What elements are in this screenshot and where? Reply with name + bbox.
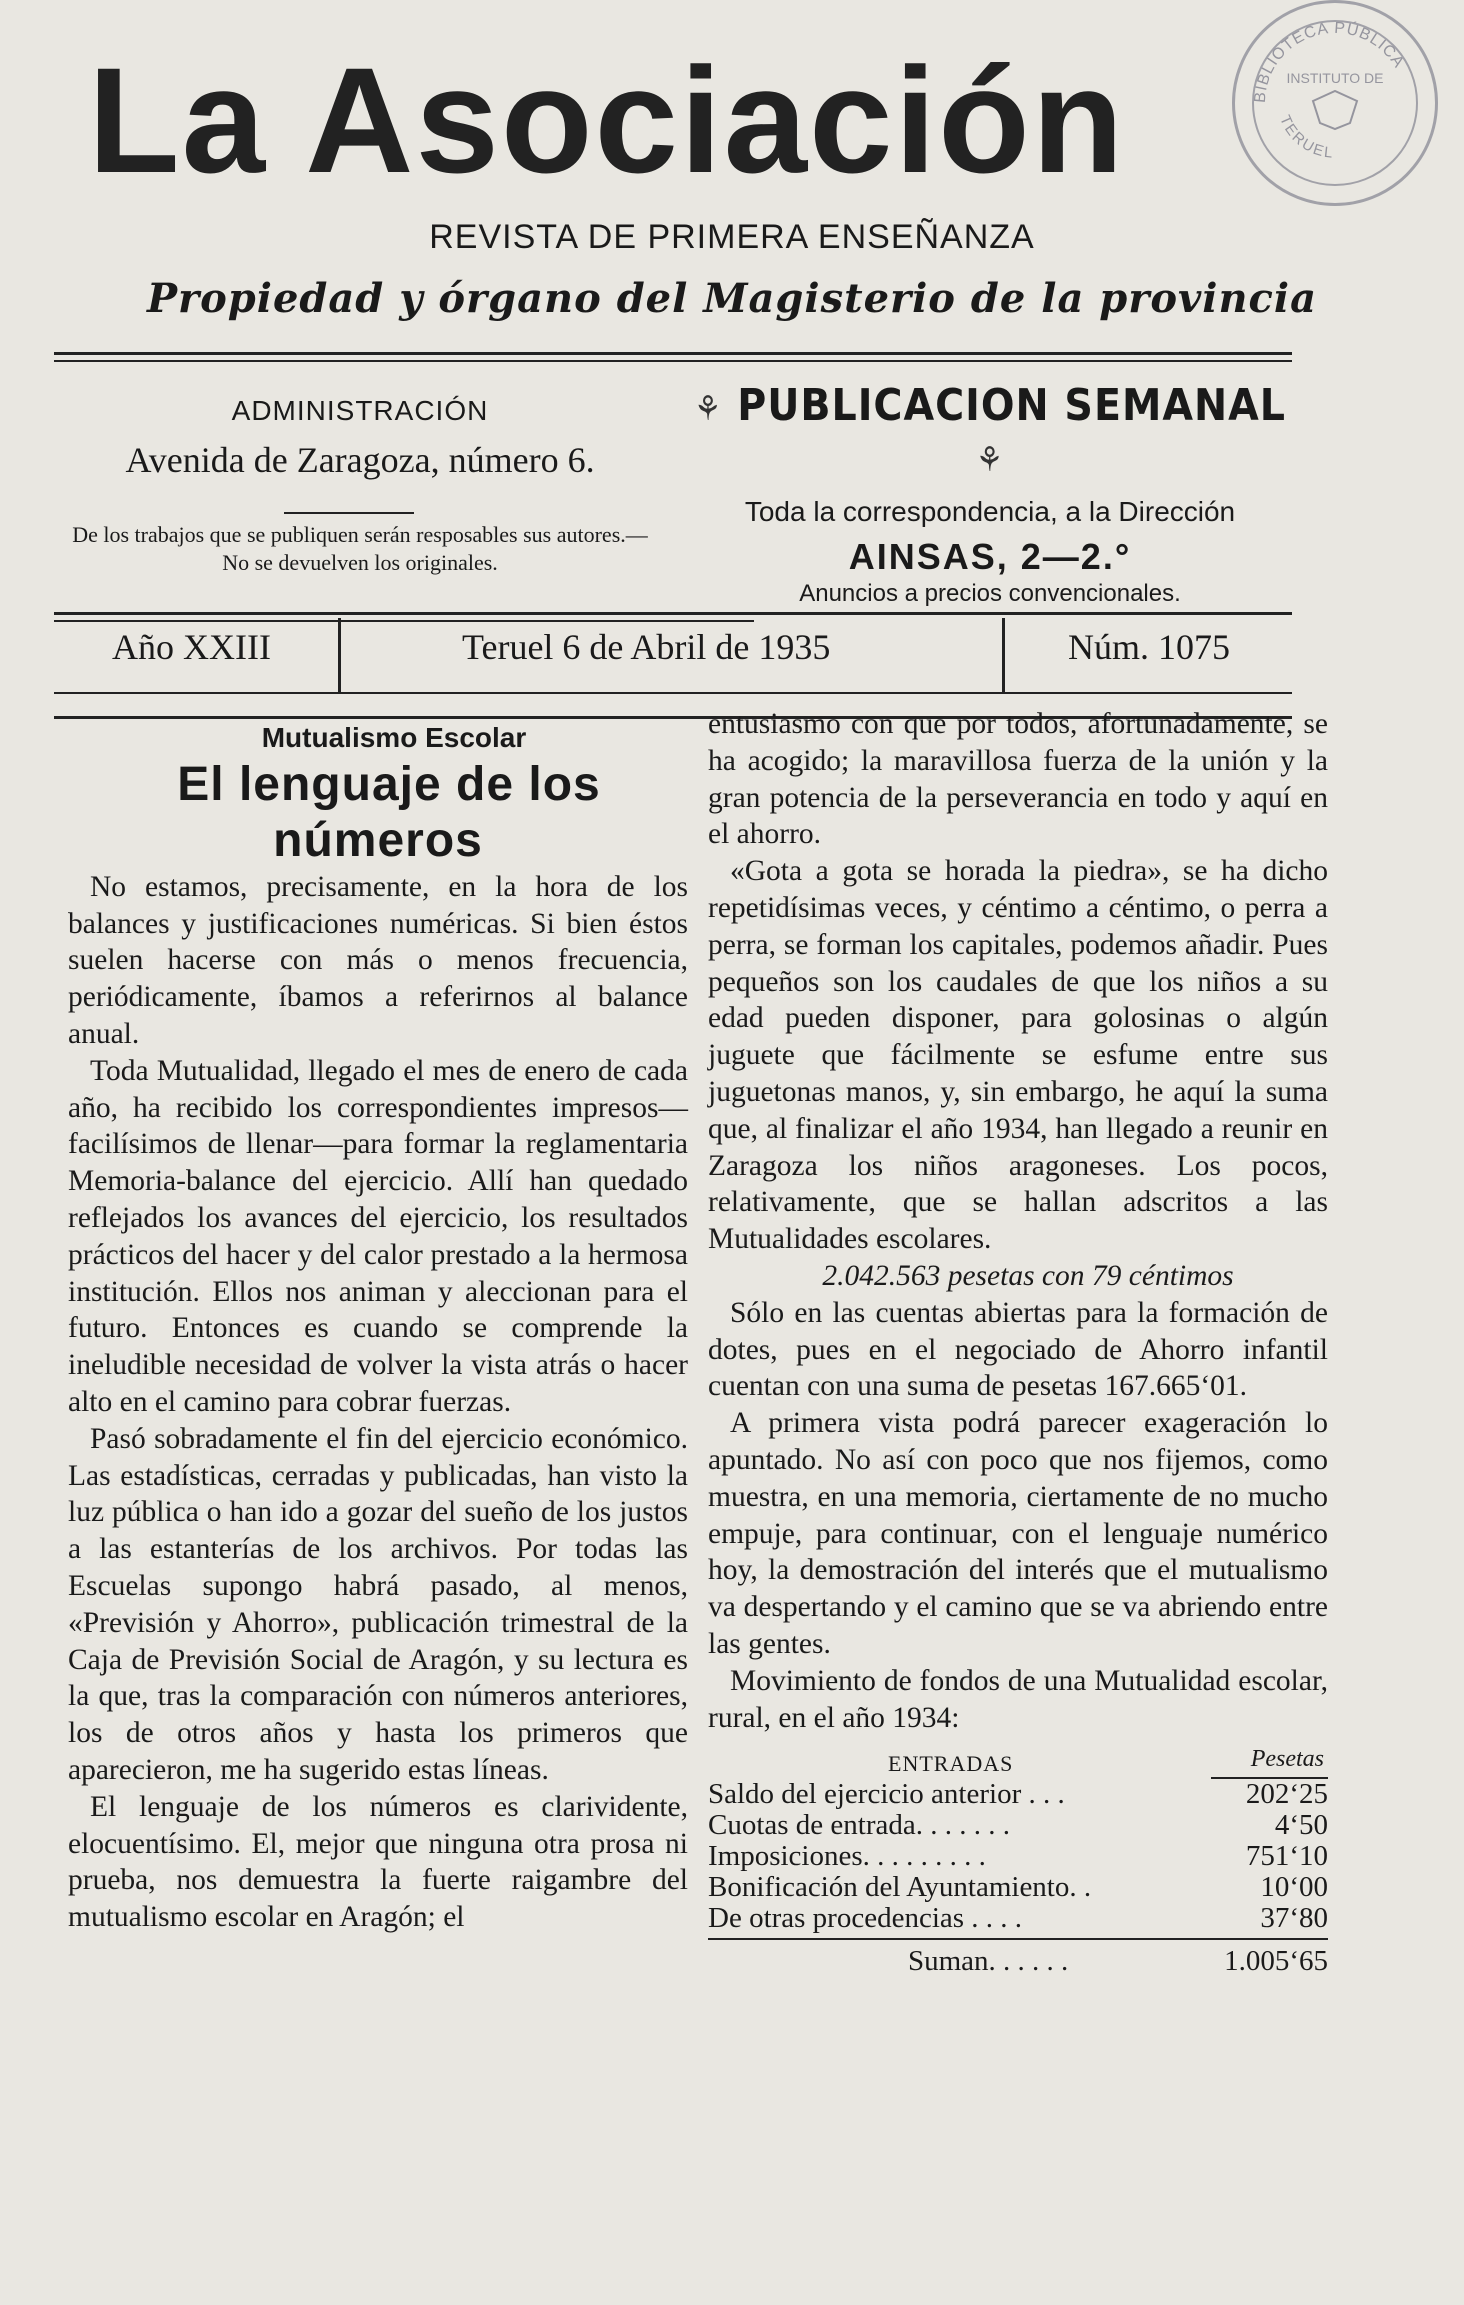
issue-date: Teruel 6 de Abril de 1935 [462,627,831,667]
library-stamp [1232,0,1438,206]
ledger-row [708,1872,1328,1903]
article-title: El lenguaje de los números [177,757,601,867]
ledger-row [708,1779,1328,1810]
stamp-crest-icon [1313,91,1357,129]
ledger-row-label: Saldo del ejercicio anterior . [708,1778,1036,1811]
issue-divider-right [1002,618,1005,692]
ornament-left-icon: ⚘ [693,389,723,429]
masthead-tagline: Propiedad y órgano del Magisterio de la provincia [146,275,1318,322]
issue-divider-left [338,618,341,692]
masthead-subtitle: REVISTA DE PRIMERA ENSEÑANZA [429,218,1035,256]
ledger-currency: Pesetas [1211,1744,1328,1779]
administration-note: De los trabajos que se publiquen serán resposables sus autores.—No se devuelven los originales. [72,522,648,575]
ledger-row-amount: 4‘50 [1274,1809,1328,1842]
right-paragraph-3: Sólo en las cuentas abiertas para la formación de dotes, pues en el negociado de Ahorro infantil cuentan con una suma de pesetas 167.665‘01. [708,1296,1328,1403]
administration-address: Avenida de Zaragoza, número 6. [125,440,595,480]
ledger-row-dots: . . [964,1840,986,1873]
ledger-row-dots: . . [988,1809,1011,1842]
left-paragraph-4: El lenguaje de los números es clarividente, elocuentísimo. El, mejor que ninguna otra prosa ni prueba, nos demuestra la fuerte raigambre del mutualismo escolar en Aragón; el [68,1790,688,1934]
ledger-row-dots: . . [1042,1778,1065,1811]
right-paragraph-4: A primera vista podrá parecer exageración lo apuntado. No así con poco que nos fijemos, como muestra, en una memoria, ciertamente de no mucho empuje, para continuar, con el lenguaje numérico hoy, la demostración del interés que el mutualismo va despertando y el camino que se va abriendo entre las gentes. [708,1407,1328,1660]
ledger-row [708,1841,1328,1872]
publication-ads-note: Anuncios a precios convencionales. [799,580,1181,607]
masthead-title: La Asociación [88,36,1126,204]
ledger-row-dots: . . [1000,1902,1023,1935]
publication-heading [680,380,1300,482]
ledger-heading: ENTRADAS [888,1751,1014,1777]
publication-heading-text: PUBLICACION SEMANAL [737,380,1287,431]
ledger-row [708,1810,1328,1841]
left-paragraph-3: Pasó sobradamente el fin del ejercicio económico. Las estadísticas, cerradas y publicadas, han visto la luz pública o han ido a gozar del sueño de los justos a las estanterías de los archivos. Por todas las Escuelas supongo habrá pasado, al menos, «Previsión y Ahorro», publicación trimestral de la Caja de Previsión Social de Aragón, y su lectura es la que, tras la comparación con números anteriores, los de otros años y hasta los primeros que aparecieron, me ha sugerido estas líneas. [68,1422,688,1786]
stamp-text-bottom: TERUEL [1276,112,1336,162]
left-paragraph-2: Toda Mutualidad, llegado el mes de enero de cada año, ha recibido los correspondientes impresos—facilísimos de llenar—para formar la reglamentaria Memoria-balance del ejercicio. Allí han quedado reflejados los avances del ejercicio, los resultados prácticos del hacer y del calor prestado a la hermosa institución. Ellos nos animan y aleccionan para el futuro. Entonces es cuando se comprende la ineludible necesidad de volver la vista atrás o hacer alto en el camino para cobrar fuerzas. [68,1054,688,1418]
ledger-row-dots: . [1083,1871,1092,1904]
ledger-total-amount: 1.005‘65 [1224,1945,1328,1978]
issue-year: Año XXIII [112,627,271,667]
ledger-row-label: Imposiciones. . . . . . . [708,1840,957,1873]
stamp-text-middle: INSTITUTO DE [1286,70,1384,86]
section-label: Mutualismo Escolar [261,722,527,753]
right-paragraph-5: Movimiento de fondos de una Mutualidad escolar, rural, en el año 1934: [708,1664,1328,1734]
ledger-table [708,1744,1328,1977]
administration-block [60,395,660,577]
issue-rule-top [54,612,1292,615]
ledger-total-label: Suman. . . . . . [908,1945,1069,1978]
ledger-row-amount: 751‘10 [1245,1840,1328,1873]
article-column-left [68,720,688,1936]
svg-text:TERUEL [1276,113,1335,162]
ledger-row-label: De otras procedencias . . [708,1902,994,1935]
administration-divider [284,512,414,514]
publication-address: AINSAS, 2—2.° [848,536,1132,577]
ledger-row-amount: 10‘00 [1260,1871,1328,1904]
right-paragraph-2: «Gota a gota se horada la piedra», se ha dicho repetidísimas veces, y céntimo a céntimo, o perra a perra, se forman los capitales, podemos añadir. Pues pequeños son los caudales de que los niños a su edad pueden disponer, para golosinas o algún juguete que fácilmente se esfume entre sus juguetonas manos, y, sin embargo, he aquí la suma que, al finalizar el año 1934, han llegado a reunir en Zaragoza los niños aragoneses. Los pocos, relativamente, que se hallan adscritos a las Mutualidades escolares. [708,855,1328,1256]
stamp-text-top: BIBLIOTECA PÚBLICA [1251,19,1408,104]
ledger-row-amount: 202‘25 [1245,1778,1328,1811]
ledger-row [708,1903,1328,1934]
administration-heading: ADMINISTRACIÓN [231,395,489,426]
ledger-header [708,1744,1328,1779]
issue-rule-bottom [54,692,1292,694]
publication-correspondence: Toda la correspondencia, a la Dirección [744,496,1236,527]
ledger-row-label: Cuotas de entrada. . . . . [708,1809,982,1842]
svg-text:BIBLIOTECA PÚBLICA [1252,19,1408,103]
right-paragraph-1: entusiasmo con que por todos, afortunadamente, se ha acogido; la maravillosa fuerza de la unión y la gran potencia de la perseverancia en todo y aquí en el ahorro. [708,708,1328,851]
masthead-rule-top [54,352,1292,355]
ledger-total-row [708,1938,1328,1977]
issue-rule-top-2 [54,620,754,622]
masthead-rule-bottom [54,360,1292,362]
ledger-row-label: Bonificación del Ayuntamiento. [708,1871,1077,1904]
ledger-row-amount: 37‘80 [1260,1902,1328,1935]
publication-block [680,380,1300,608]
article-column-right [708,706,1328,1977]
issue-number: Núm. 1075 [1068,627,1230,667]
left-paragraph-1: No estamos, precisamente, en la hora de los balances y justificaciones numéricas. Si bien éstos suelen hacerse con más o menos frecuencia, periódicamente, íbamos a referirnos al balance anual. [68,870,688,1050]
ornament-right-icon: ⚘ [975,440,1005,480]
savings-figure: 2.042.563 pesetas con 79 céntimos [822,1259,1234,1292]
